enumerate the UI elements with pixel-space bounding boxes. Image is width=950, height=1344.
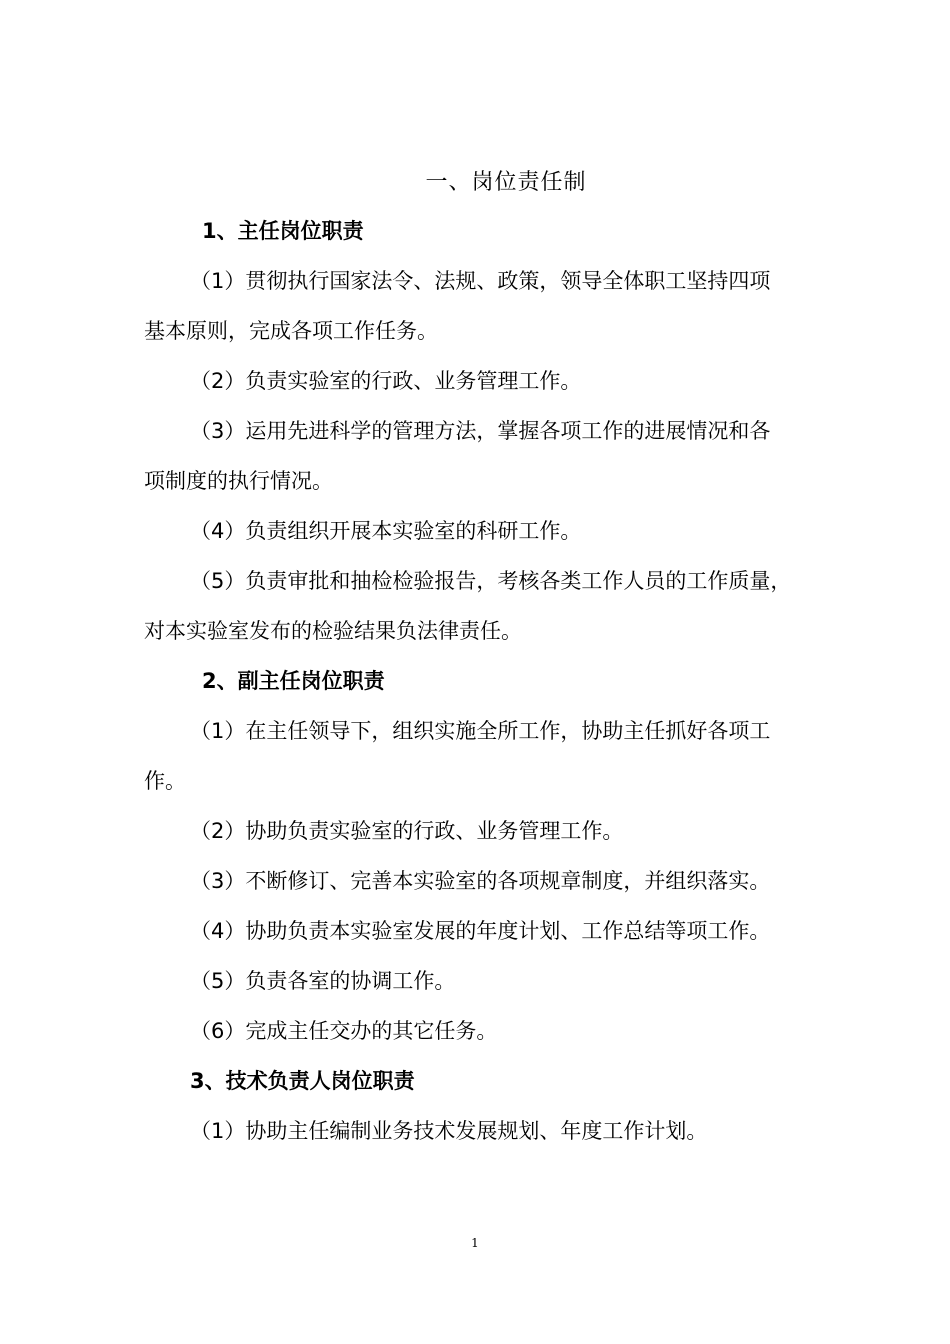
paragraph-line: （5）负责各室的协调工作。 [190, 969, 456, 993]
paragraph-line: （3）不断修订、完善本实验室的各项规章制度，并组织落实。 [190, 869, 771, 893]
paragraph-line: （1）贯彻执行国家法令、法规、政策，领导全体职工坚持四项 [190, 269, 771, 293]
section-heading: 3、技术负责人岗位职责 [190, 1069, 415, 1093]
paragraph-line: （1）在主任领导下，组织实施全所工作，协助主任抓好各项工 [190, 719, 771, 743]
section-heading: 2、副主任岗位职责 [202, 669, 385, 693]
page-number: 1 [471, 1236, 479, 1250]
paragraph-line: 对本实验室发布的检验结果负法律责任。 [144, 619, 522, 643]
paragraph-line: 项制度的执行情况。 [144, 469, 333, 493]
document-title: 一、岗位责任制 [425, 170, 587, 195]
paragraph-line: 作。 [144, 769, 186, 793]
paragraph-line: （5）负责审批和抽检检验报告，考核各类工作人员的工作质量， [190, 569, 792, 593]
paragraph-line: （4）负责组织开展本实验室的科研工作。 [190, 519, 582, 543]
paragraph-line: （1）协助主任编制业务技术发展规划、年度工作计划。 [190, 1119, 708, 1143]
paragraph-line: （2）负责实验室的行政、业务管理工作。 [190, 369, 582, 393]
section-heading: 1、主任岗位职责 [202, 219, 364, 243]
paragraph-line: （3）运用先进科学的管理方法，掌握各项工作的进展情况和各 [190, 419, 771, 443]
paragraph-line: （6）完成主任交办的其它任务。 [190, 1019, 498, 1043]
document-body [144, 206, 824, 1156]
paragraph-line: （4）协助负责本实验室发展的年度计划、工作总结等项工作。 [190, 919, 771, 943]
paragraph-line: （2）协助负责实验室的行政、业务管理工作。 [190, 819, 624, 843]
paragraph-line: 基本原则，完成各项工作任务。 [144, 319, 438, 343]
